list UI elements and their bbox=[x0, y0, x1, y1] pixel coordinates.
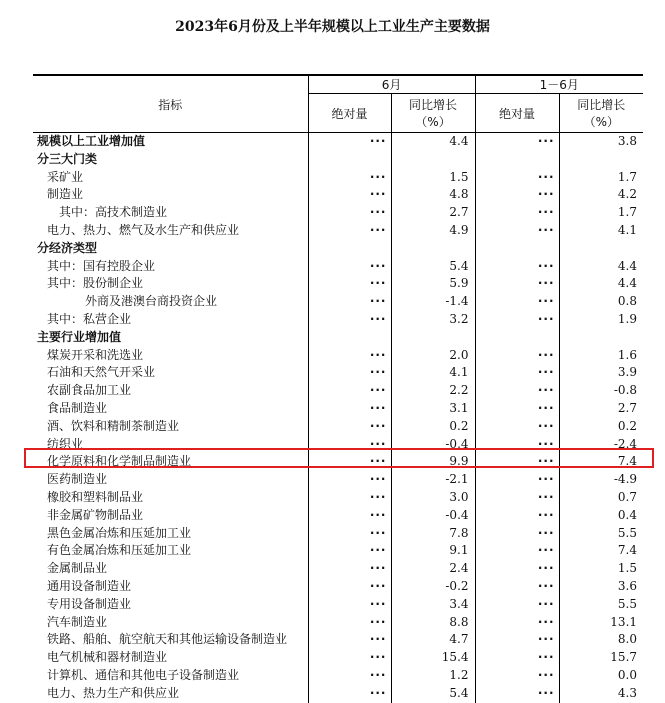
june-absolute-cell: ··· bbox=[308, 596, 391, 614]
indicator-cell: 橡胶和塑料制品业 bbox=[47, 489, 144, 504]
h1-yoy-cell bbox=[559, 240, 643, 258]
june-absolute-cell: ··· bbox=[308, 400, 391, 418]
h1-absolute-cell: ··· bbox=[475, 560, 559, 578]
june-absolute-cell: ··· bbox=[308, 560, 391, 578]
indicator-cell: 规模以上工业增加值 bbox=[37, 134, 146, 148]
indicator-cell: 制造业 bbox=[47, 187, 84, 202]
h1-absolute-cell: ··· bbox=[475, 364, 559, 382]
table-row bbox=[33, 489, 643, 507]
indicator-cell: 有色金属冶炼和压延加工业 bbox=[47, 543, 192, 558]
june-absolute-cell: ··· bbox=[308, 204, 391, 222]
h1-yoy-cell: 5.5 bbox=[559, 596, 643, 614]
yoy-label: 同比增长 bbox=[409, 98, 458, 112]
june-absolute-cell: ··· bbox=[308, 471, 391, 489]
june-absolute-cell: ··· bbox=[308, 578, 391, 596]
h1-yoy-cell: 1.6 bbox=[559, 347, 643, 365]
indicator-cell: 酒、饮料和精制茶制造业 bbox=[47, 418, 180, 433]
table-row bbox=[33, 293, 643, 311]
june-header: 6月 bbox=[308, 75, 475, 94]
h1-yoy-cell: 3.8 bbox=[559, 133, 643, 151]
h1-absolute-cell: ··· bbox=[475, 685, 559, 703]
h1-yoy-cell: 2.7 bbox=[559, 400, 643, 418]
june-absolute-cell bbox=[308, 240, 391, 258]
h1-absolute-cell: ··· bbox=[475, 400, 559, 418]
h1-absolute-cell: ··· bbox=[475, 489, 559, 507]
h1-absolute-cell bbox=[475, 240, 559, 258]
indicator-cell: 计算机、通信和其他电子设备制造业 bbox=[47, 667, 240, 682]
june-absolute-cell: ··· bbox=[308, 631, 391, 649]
indicator-cell: 化学原料和化学制品制造业 bbox=[47, 454, 192, 469]
table-row bbox=[33, 364, 643, 382]
june-yoy-cell: -0.4 bbox=[391, 507, 475, 525]
h1-yoy-cell: 4.2 bbox=[559, 186, 643, 204]
indicator-cell: 农副食品加工业 bbox=[47, 383, 132, 398]
h1-absolute-cell: ··· bbox=[475, 649, 559, 667]
h1-absolute-cell: ··· bbox=[475, 418, 559, 436]
table-row bbox=[33, 347, 643, 365]
june-yoy-cell: 2.2 bbox=[391, 382, 475, 400]
june-absolute-cell: ··· bbox=[308, 293, 391, 311]
june-yoy-cell: 9.1 bbox=[391, 542, 475, 560]
june-absolute-cell: ··· bbox=[308, 453, 391, 471]
h1-yoy-cell: 0.2 bbox=[559, 418, 643, 436]
table-row bbox=[33, 222, 643, 240]
june-absolute-cell: ··· bbox=[308, 311, 391, 329]
june-absolute-cell: ··· bbox=[308, 258, 391, 276]
june-yoy-cell: 2.0 bbox=[391, 347, 475, 365]
june-yoy-cell: 4.7 bbox=[391, 631, 475, 649]
june-absolute-cell: ··· bbox=[308, 614, 391, 632]
june-absolute-cell: ··· bbox=[308, 364, 391, 382]
h1-yoy-header bbox=[559, 94, 643, 133]
h1-absolute-cell: ··· bbox=[475, 453, 559, 471]
june-yoy-cell: 4.4 bbox=[391, 133, 475, 151]
table-row bbox=[33, 169, 643, 187]
h1-yoy-cell: 1.5 bbox=[559, 560, 643, 578]
june-yoy-cell: 4.9 bbox=[391, 222, 475, 240]
h1-yoy-cell: 0.8 bbox=[559, 293, 643, 311]
june-yoy-header bbox=[391, 94, 475, 133]
h1-absolute-cell: ··· bbox=[475, 382, 559, 400]
h1-yoy-cell: 0.7 bbox=[559, 489, 643, 507]
indicator-cell: 食品制造业 bbox=[47, 400, 108, 415]
indicator-cell: 电力、热力、燃气及水生产和供应业 bbox=[47, 222, 240, 237]
june-absolute-cell: ··· bbox=[308, 133, 391, 151]
table-body bbox=[33, 133, 643, 703]
table-row bbox=[33, 133, 643, 151]
june-absolute-cell: ··· bbox=[308, 649, 391, 667]
h1-yoy-cell bbox=[559, 329, 643, 347]
indicator-cell: 电力、热力生产和供应业 bbox=[47, 685, 180, 700]
june-absolute-cell bbox=[308, 329, 391, 347]
table-row bbox=[33, 400, 643, 418]
table-row bbox=[33, 614, 643, 632]
indicator-cell: 其中：国有控股企业 bbox=[47, 258, 156, 273]
h1-header: 1－6月 bbox=[475, 75, 643, 94]
june-yoy-cell: -1.4 bbox=[391, 293, 475, 311]
table-row bbox=[33, 418, 643, 436]
indicator-cell: 通用设备制造业 bbox=[47, 578, 132, 593]
june-absolute-cell: ··· bbox=[308, 186, 391, 204]
h1-yoy-cell: 1.7 bbox=[559, 204, 643, 222]
h1-absolute-cell: ··· bbox=[475, 507, 559, 525]
h1-yoy-cell: 3.9 bbox=[559, 364, 643, 382]
june-absolute-cell: ··· bbox=[308, 222, 391, 240]
h1-yoy-cell: -2.4 bbox=[559, 436, 643, 454]
h1-absolute-cell: ··· bbox=[475, 542, 559, 560]
table-row bbox=[33, 151, 643, 169]
table-row bbox=[33, 578, 643, 596]
table-row bbox=[33, 258, 643, 276]
h1-absolute-cell: ··· bbox=[475, 614, 559, 632]
june-yoy-cell: 8.8 bbox=[391, 614, 475, 632]
indicator-cell: 分三大门类 bbox=[37, 151, 98, 166]
june-absolute-cell: ··· bbox=[308, 382, 391, 400]
table-row bbox=[33, 204, 643, 222]
table-row bbox=[33, 596, 643, 614]
yoy-unit: （%） bbox=[583, 115, 619, 129]
h1-absolute-cell: ··· bbox=[475, 204, 559, 222]
june-absolute-cell: ··· bbox=[308, 507, 391, 525]
table-row bbox=[33, 667, 643, 685]
indicator-cell: 电气机械和器材制造业 bbox=[47, 650, 168, 665]
data-table bbox=[33, 74, 643, 703]
june-yoy-cell: 3.2 bbox=[391, 311, 475, 329]
indicator-cell: 外商及港澳台商投资企业 bbox=[85, 294, 218, 309]
table-row bbox=[33, 186, 643, 204]
june-absolute-header: 绝对量 bbox=[308, 94, 391, 133]
h1-absolute-cell: ··· bbox=[475, 222, 559, 240]
h1-absolute-cell: ··· bbox=[475, 258, 559, 276]
june-yoy-cell: 4.1 bbox=[391, 364, 475, 382]
june-absolute-cell: ··· bbox=[308, 685, 391, 703]
indicator-cell: 分经济类型 bbox=[37, 240, 98, 255]
june-yoy-cell: 0.2 bbox=[391, 418, 475, 436]
table-row bbox=[33, 329, 643, 347]
june-absolute-cell: ··· bbox=[308, 418, 391, 436]
indicator-cell: 非金属矿物制品业 bbox=[47, 507, 144, 522]
indicator-header: 指标 bbox=[33, 75, 308, 133]
h1-absolute-cell: ··· bbox=[475, 631, 559, 649]
june-absolute-cell: ··· bbox=[308, 489, 391, 507]
indicator-cell: 煤炭开采和洗选业 bbox=[47, 347, 144, 362]
indicator-cell: 主要行业增加值 bbox=[37, 329, 122, 344]
h1-absolute-cell bbox=[475, 329, 559, 347]
h1-yoy-cell: 13.1 bbox=[559, 614, 643, 632]
h1-absolute-cell: ··· bbox=[475, 347, 559, 365]
h1-yoy-cell: 1.7 bbox=[559, 169, 643, 187]
h1-absolute-cell bbox=[475, 151, 559, 169]
june-yoy-cell bbox=[391, 151, 475, 169]
june-yoy-cell: 2.4 bbox=[391, 560, 475, 578]
june-yoy-cell: 15.4 bbox=[391, 649, 475, 667]
table-row bbox=[33, 240, 643, 258]
table-row bbox=[33, 436, 643, 454]
yoy-unit: （%） bbox=[415, 115, 451, 129]
june-absolute-cell bbox=[308, 151, 391, 169]
june-yoy-cell: 9.9 bbox=[391, 453, 475, 471]
june-yoy-cell: 3.1 bbox=[391, 400, 475, 418]
june-absolute-cell: ··· bbox=[308, 347, 391, 365]
table-row bbox=[33, 525, 643, 543]
table-row bbox=[33, 649, 643, 667]
h1-yoy-cell: 4.1 bbox=[559, 222, 643, 240]
june-absolute-cell: ··· bbox=[308, 667, 391, 685]
h1-yoy-cell: 3.6 bbox=[559, 578, 643, 596]
june-yoy-cell: 5.4 bbox=[391, 685, 475, 703]
indicator-cell: 石油和天然气开采业 bbox=[47, 365, 156, 380]
h1-yoy-cell: 4.4 bbox=[559, 258, 643, 276]
h1-yoy-cell: 15.7 bbox=[559, 649, 643, 667]
june-yoy-cell: 7.8 bbox=[391, 525, 475, 543]
june-absolute-cell: ··· bbox=[308, 169, 391, 187]
table-row bbox=[33, 631, 643, 649]
h1-absolute-cell: ··· bbox=[475, 186, 559, 204]
june-absolute-cell: ··· bbox=[308, 436, 391, 454]
june-yoy-cell bbox=[391, 240, 475, 258]
h1-yoy-cell: 7.4 bbox=[559, 542, 643, 560]
indicator-cell: 医药制造业 bbox=[47, 472, 108, 487]
h1-absolute-cell: ··· bbox=[475, 311, 559, 329]
table-row bbox=[33, 471, 643, 489]
june-absolute-cell: ··· bbox=[308, 542, 391, 560]
table-row bbox=[33, 685, 643, 703]
june-yoy-cell: 1.2 bbox=[391, 667, 475, 685]
h1-absolute-header: 绝对量 bbox=[475, 94, 559, 133]
h1-yoy-cell: 1.9 bbox=[559, 311, 643, 329]
june-yoy-cell bbox=[391, 329, 475, 347]
indicator-cell: 汽车制造业 bbox=[47, 614, 108, 629]
indicator-cell: 纺织业 bbox=[47, 436, 84, 451]
indicator-cell: 专用设备制造业 bbox=[47, 596, 132, 611]
h1-yoy-cell: 7.4 bbox=[559, 453, 643, 471]
h1-absolute-cell: ··· bbox=[475, 471, 559, 489]
june-yoy-cell: 3.0 bbox=[391, 489, 475, 507]
h1-absolute-cell: ··· bbox=[475, 578, 559, 596]
indicator-cell: 其中：高技术制造业 bbox=[59, 205, 168, 220]
h1-absolute-cell: ··· bbox=[475, 293, 559, 311]
table-row bbox=[33, 275, 643, 293]
june-absolute-cell: ··· bbox=[308, 275, 391, 293]
table-row bbox=[33, 507, 643, 525]
table-row bbox=[33, 382, 643, 400]
table-row-highlighted bbox=[33, 453, 643, 471]
h1-yoy-cell: 8.0 bbox=[559, 631, 643, 649]
june-yoy-cell: 5.9 bbox=[391, 275, 475, 293]
h1-yoy-cell: -0.8 bbox=[559, 382, 643, 400]
h1-yoy-cell: -4.9 bbox=[559, 471, 643, 489]
h1-absolute-cell: ··· bbox=[475, 275, 559, 293]
june-absolute-cell: ··· bbox=[308, 525, 391, 543]
h1-yoy-cell bbox=[559, 151, 643, 169]
h1-absolute-cell: ··· bbox=[475, 133, 559, 151]
h1-absolute-cell: ··· bbox=[475, 667, 559, 685]
june-yoy-cell: -0.2 bbox=[391, 578, 475, 596]
h1-absolute-cell: ··· bbox=[475, 596, 559, 614]
table-row bbox=[33, 311, 643, 329]
yoy-label: 同比增长 bbox=[577, 98, 626, 112]
indicator-cell: 其中：私营企业 bbox=[47, 311, 132, 326]
june-yoy-cell: -2.1 bbox=[391, 471, 475, 489]
june-yoy-cell: 4.8 bbox=[391, 186, 475, 204]
indicator-cell: 金属制品业 bbox=[47, 561, 108, 576]
h1-absolute-cell: ··· bbox=[475, 436, 559, 454]
h1-yoy-cell: 4.3 bbox=[559, 685, 643, 703]
page-title: 2023年6月份及上半年规模以上工业生产主要数据 bbox=[175, 19, 490, 35]
h1-yoy-cell: 5.5 bbox=[559, 525, 643, 543]
h1-absolute-cell: ··· bbox=[475, 169, 559, 187]
indicator-cell: 其中：股份制企业 bbox=[47, 276, 144, 291]
june-yoy-cell: 1.5 bbox=[391, 169, 475, 187]
indicator-cell: 黑色金属冶炼和压延加工业 bbox=[47, 525, 192, 540]
h1-yoy-cell: 4.4 bbox=[559, 275, 643, 293]
h1-yoy-cell: 0.0 bbox=[559, 667, 643, 685]
june-yoy-cell: -0.4 bbox=[391, 436, 475, 454]
h1-absolute-cell: ··· bbox=[475, 525, 559, 543]
table-row bbox=[33, 542, 643, 560]
june-yoy-cell: 5.4 bbox=[391, 258, 475, 276]
table-row bbox=[33, 560, 643, 578]
june-yoy-cell: 3.4 bbox=[391, 596, 475, 614]
h1-yoy-cell: 0.4 bbox=[559, 507, 643, 525]
june-yoy-cell: 2.7 bbox=[391, 204, 475, 222]
indicator-cell: 铁路、船舶、航空航天和其他运输设备制造业 bbox=[47, 632, 288, 647]
indicator-cell: 采矿业 bbox=[47, 169, 84, 184]
